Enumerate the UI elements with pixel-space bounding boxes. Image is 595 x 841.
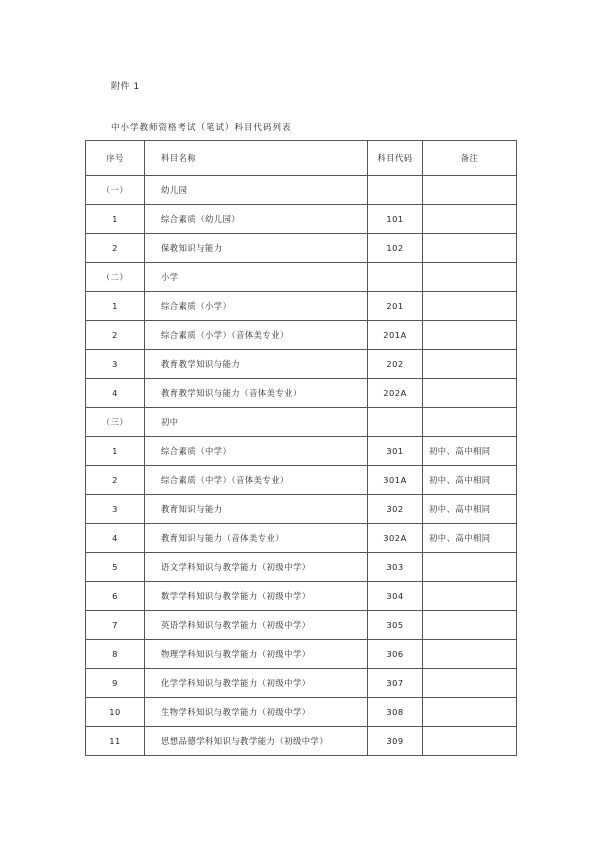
table-body — [86, 176, 517, 756]
table-row — [86, 408, 517, 437]
row-code: 102 — [368, 234, 423, 263]
row-name: 综合素质（小学） — [145, 292, 368, 321]
row-seq: 3 — [86, 495, 145, 524]
row-name: 数学学科知识与教学能力（初级中学） — [145, 582, 368, 611]
row-seq: 5 — [86, 553, 145, 582]
row-seq: 1 — [86, 292, 145, 321]
table-row — [86, 698, 517, 727]
row-note — [423, 640, 517, 669]
table-row — [86, 263, 517, 292]
row-code: 304 — [368, 582, 423, 611]
header-code: 科目代码 — [368, 141, 423, 176]
row-seq: 7 — [86, 611, 145, 640]
row-seq: 8 — [86, 640, 145, 669]
table-row — [86, 437, 517, 466]
table-row — [86, 350, 517, 379]
row-note — [423, 321, 517, 350]
row-note — [423, 669, 517, 698]
row-seq: 4 — [86, 524, 145, 553]
row-name: 生物学科知识与教学能力（初级中学） — [145, 698, 368, 727]
row-seq: 10 — [86, 698, 145, 727]
row-seq: 2 — [86, 321, 145, 350]
row-seq: 2 — [86, 234, 145, 263]
row-name: 教育知识与能力（音体美专业） — [145, 524, 368, 553]
row-code: 302 — [368, 495, 423, 524]
row-seq: 6 — [86, 582, 145, 611]
row-code: 301A — [368, 466, 423, 495]
attachment-label: 附件 1 — [111, 82, 140, 92]
row-note — [423, 263, 517, 292]
table-row — [86, 379, 517, 408]
row-seq: 3 — [86, 350, 145, 379]
row-note — [423, 292, 517, 321]
subject-code-table — [85, 140, 517, 756]
row-code: 202 — [368, 350, 423, 379]
row-seq: 11 — [86, 727, 145, 756]
row-name: 教育教学知识与能力（音体美专业） — [145, 379, 368, 408]
row-note — [423, 582, 517, 611]
header-note: 备注 — [423, 141, 517, 176]
row-code — [368, 263, 423, 292]
row-name: 思想品德学科知识与教学能力（初级中学） — [145, 727, 368, 756]
row-seq: （三） — [86, 408, 145, 437]
row-seq: （二） — [86, 263, 145, 292]
row-code: 201 — [368, 292, 423, 321]
row-name: 综合素质（小学）（音体美专业） — [145, 321, 368, 350]
row-note — [423, 234, 517, 263]
table-row — [86, 611, 517, 640]
row-note — [423, 176, 517, 205]
row-seq: 9 — [86, 669, 145, 698]
row-note — [423, 205, 517, 234]
row-seq: 1 — [86, 205, 145, 234]
row-seq: 2 — [86, 466, 145, 495]
row-name: 教育知识与能力 — [145, 495, 368, 524]
row-note: 初中、高中相同 — [423, 495, 517, 524]
table-row — [86, 524, 517, 553]
row-note: 初中、高中相同 — [423, 466, 517, 495]
row-note — [423, 553, 517, 582]
table-header-row — [86, 141, 517, 176]
row-code: 308 — [368, 698, 423, 727]
row-name: 保教知识与能力 — [145, 234, 368, 263]
table-title: 中小学教师资格考试（笔试）科目代码列表 — [111, 123, 292, 133]
row-note: 初中、高中相同 — [423, 524, 517, 553]
row-name: 英语学科知识与教学能力（初级中学） — [145, 611, 368, 640]
row-name: 语文学科知识与教学能力（初级中学） — [145, 553, 368, 582]
row-code — [368, 176, 423, 205]
table-row — [86, 553, 517, 582]
row-code: 301 — [368, 437, 423, 466]
table-row — [86, 234, 517, 263]
table-row — [86, 205, 517, 234]
row-note — [423, 727, 517, 756]
table-row — [86, 176, 517, 205]
table-row — [86, 582, 517, 611]
table-row — [86, 495, 517, 524]
row-code: 303 — [368, 553, 423, 582]
row-name: 综合素质（中学）（音体美专业） — [145, 466, 368, 495]
row-note — [423, 379, 517, 408]
row-seq: （一） — [86, 176, 145, 205]
row-code: 302A — [368, 524, 423, 553]
row-name: 物理学科知识与教学能力（初级中学） — [145, 640, 368, 669]
row-name: 幼儿园 — [145, 176, 368, 205]
row-note — [423, 408, 517, 437]
header-name: 科目名称 — [145, 141, 368, 176]
row-seq: 4 — [86, 379, 145, 408]
row-code: 307 — [368, 669, 423, 698]
row-note: 初中、高中相同 — [423, 437, 517, 466]
row-name: 化学学科知识与教学能力（初级中学） — [145, 669, 368, 698]
table-row — [86, 640, 517, 669]
row-note — [423, 350, 517, 379]
row-name: 综合素质（幼儿园） — [145, 205, 368, 234]
row-name: 小学 — [145, 263, 368, 292]
row-code: 306 — [368, 640, 423, 669]
row-name: 综合素质（中学） — [145, 437, 368, 466]
table-row — [86, 321, 517, 350]
row-code: 202A — [368, 379, 423, 408]
row-note — [423, 611, 517, 640]
table-row — [86, 727, 517, 756]
row-code — [368, 408, 423, 437]
table-row — [86, 292, 517, 321]
header-seq: 序号 — [86, 141, 145, 176]
row-name: 教育教学知识与能力 — [145, 350, 368, 379]
table-row — [86, 669, 517, 698]
table-row — [86, 466, 517, 495]
row-seq: 1 — [86, 437, 145, 466]
row-code: 305 — [368, 611, 423, 640]
row-code: 201A — [368, 321, 423, 350]
row-code: 101 — [368, 205, 423, 234]
row-note — [423, 698, 517, 727]
row-code: 309 — [368, 727, 423, 756]
row-name: 初中 — [145, 408, 368, 437]
